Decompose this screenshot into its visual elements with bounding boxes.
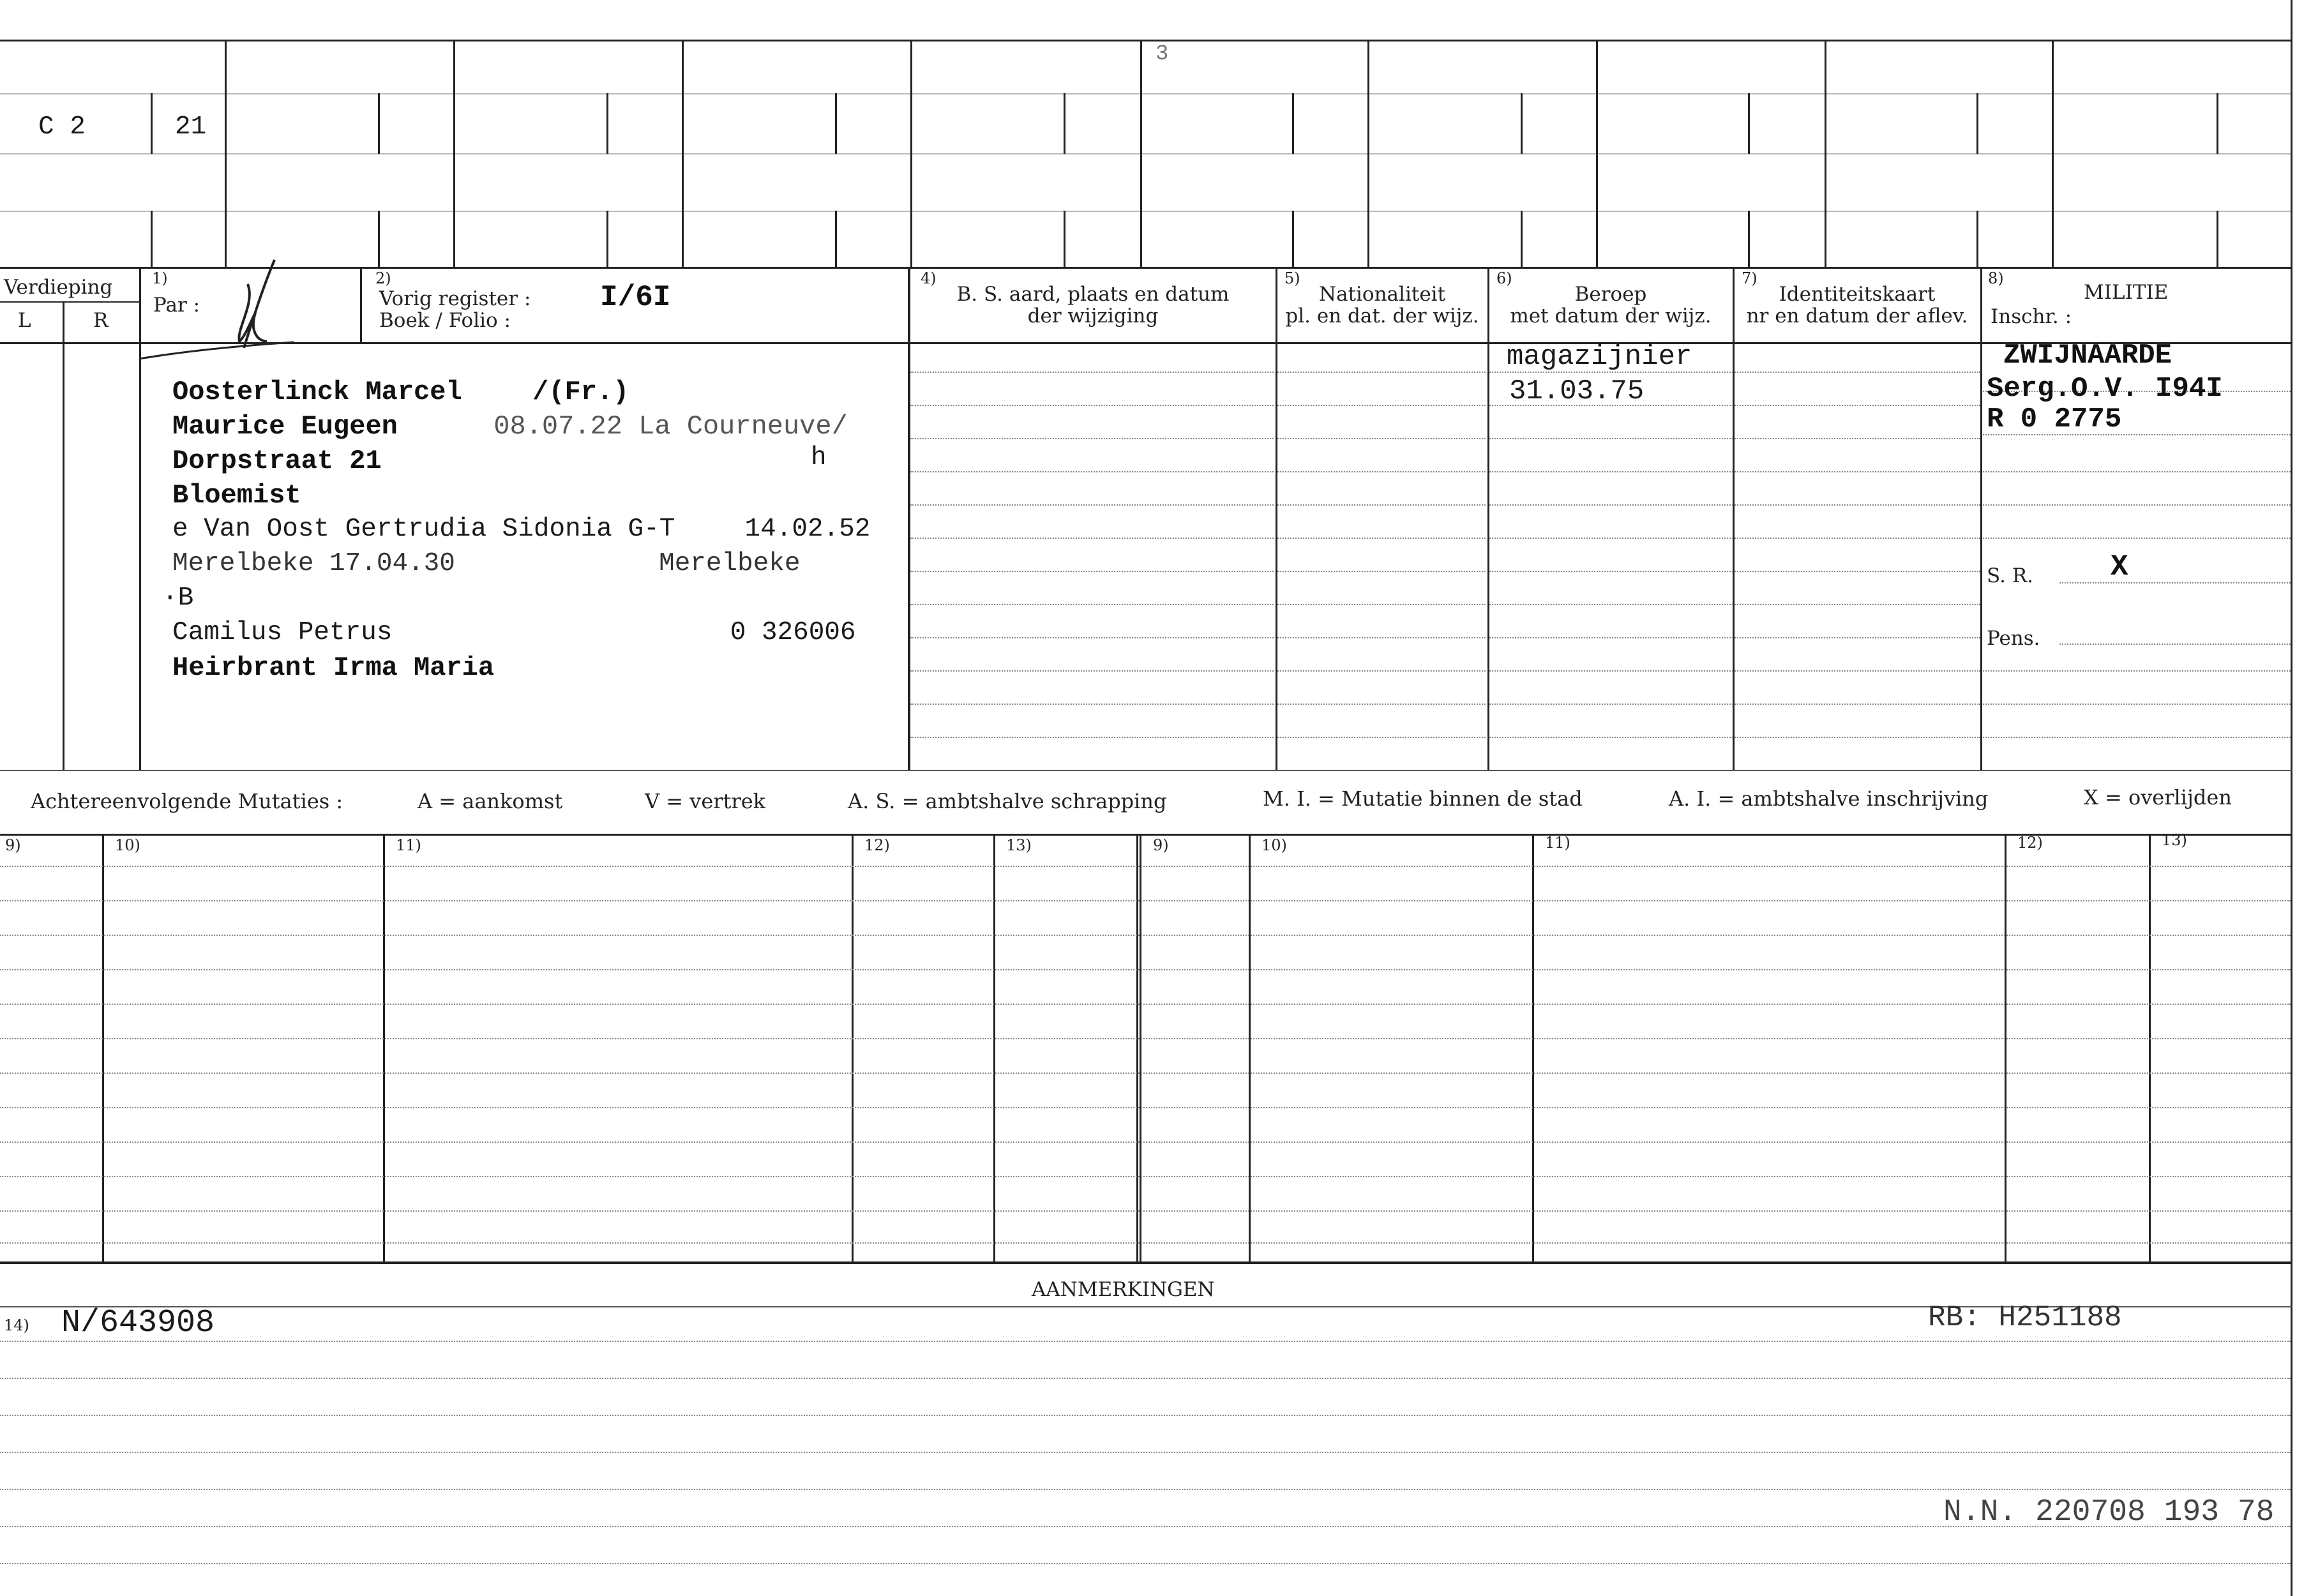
- dotted-line: [0, 1452, 2291, 1453]
- divider: [2217, 211, 2218, 267]
- divider: [0, 211, 2292, 212]
- beroep-number: 6): [1496, 269, 1512, 287]
- divider: [606, 93, 608, 154]
- verdieping-label: Verdieping: [4, 276, 113, 299]
- divider: [102, 834, 104, 1263]
- record-line-5: [172, 515, 870, 544]
- militie-number-value: R 0 2775: [1987, 403, 2122, 435]
- divider: [0, 301, 139, 303]
- divider: [993, 834, 995, 1263]
- divider: [383, 834, 385, 1263]
- aanmerkingen-title: AANMERKINGEN: [1032, 1278, 1215, 1301]
- dotted-line: [0, 1242, 2291, 1244]
- dotted-line: [910, 737, 1980, 738]
- bs-header-line2: der wijziging: [1027, 305, 1159, 327]
- vorig-register-value: I/6I: [600, 281, 671, 314]
- dotted-line: [910, 571, 1980, 572]
- nationality-code: B: [177, 583, 194, 613]
- militie-title: MILITIE: [2084, 281, 2169, 304]
- divider: [63, 301, 64, 771]
- dotted-line: [910, 405, 1980, 406]
- code-cell: C 2: [38, 112, 86, 142]
- divider: [2291, 0, 2292, 1596]
- divider: [2217, 93, 2218, 154]
- id-header-line2: nr en datum der aflev.: [1746, 305, 1968, 327]
- divider: [0, 770, 2292, 771]
- spouse-place: Merelbeke: [659, 549, 801, 578]
- nn-number: N.N. 220708 193 78: [1943, 1495, 2275, 1530]
- divider: [1064, 211, 1065, 267]
- dotted-line: [0, 1341, 2291, 1342]
- head-of-household-mark: h: [811, 443, 827, 472]
- divider: [1292, 93, 1294, 154]
- militie-rank: Serg.O.V. I94I: [1987, 373, 2223, 405]
- address: Dorpstraat 21: [172, 446, 382, 476]
- number-cell: 21: [175, 112, 207, 142]
- divider: [1136, 834, 1141, 1263]
- dotted-line: [1983, 538, 2291, 539]
- dotted-line: [0, 1073, 2291, 1074]
- divider: [225, 40, 227, 267]
- spouse: e Van Oost Gertrudia Sidonia G-T: [172, 515, 675, 544]
- divider: [378, 211, 380, 267]
- bs-header-line1: B. S. aard, plaats en datum: [956, 283, 1230, 306]
- vorig-register-label: Vorig register :: [379, 287, 531, 310]
- bs-header: [914, 283, 1272, 327]
- dotted-line: [1983, 504, 2291, 506]
- dotted-line: [0, 1378, 2291, 1379]
- divider: [453, 40, 455, 267]
- divider: [1249, 834, 1251, 1263]
- col-number: 10): [1261, 836, 1287, 854]
- id-header-line1: Identiteitskaart: [1779, 283, 1936, 306]
- divider: [1748, 211, 1750, 267]
- divider: [0, 93, 2292, 94]
- divider: [0, 1261, 2292, 1264]
- legend-aankomst: A = aankomst: [418, 789, 563, 813]
- col-number: 9): [5, 836, 21, 854]
- underline-stroke: [134, 338, 300, 364]
- record-line-6: [172, 549, 801, 578]
- divider: [378, 93, 380, 154]
- divider: [910, 40, 912, 267]
- col-number: 11): [396, 836, 421, 854]
- divider: [2052, 40, 2054, 267]
- divider: [2149, 834, 2151, 1263]
- dotted-line: [910, 372, 1980, 373]
- divider: [0, 342, 2292, 344]
- divider: [151, 93, 153, 154]
- surname: Oosterlinck Marcel: [172, 377, 462, 407]
- divider: [835, 93, 837, 154]
- divider: [1064, 93, 1065, 154]
- divider: [0, 153, 2292, 154]
- col-number: 10): [115, 836, 140, 854]
- divider: [151, 211, 153, 267]
- beroep-value: magazijnier: [1507, 341, 1692, 373]
- first-names: Maurice Eugeen: [172, 411, 398, 442]
- divider: [2005, 834, 2006, 1263]
- rb-number: RB: H251188: [1928, 1301, 2122, 1334]
- father: Camilus Petrus: [172, 618, 393, 647]
- spouse-birth: Merelbeke 17.04.30: [172, 549, 455, 578]
- vorig-number: 2): [375, 269, 391, 287]
- bullet: ·: [162, 583, 178, 613]
- divider: [1487, 267, 1489, 771]
- divider: [682, 40, 684, 267]
- beroep-header-line2: met datum der wijz.: [1510, 305, 1712, 327]
- col-number: 13): [1006, 836, 1032, 854]
- dotted-line: [1983, 471, 2291, 472]
- birth-info: 08.07.22 La Courneuve/: [493, 411, 848, 442]
- dotted-line: [0, 1038, 2291, 1039]
- dotted-line: [0, 900, 2291, 901]
- dotted-line: [0, 1141, 2291, 1143]
- dotted-line: [910, 670, 1980, 672]
- dotted-line: [1983, 704, 2291, 705]
- sr-label: S. R.: [1987, 564, 2034, 587]
- aanmerkingen-value: N/643908: [61, 1305, 215, 1341]
- inschr-label: Inschr. :: [1991, 305, 2072, 328]
- divider: [0, 40, 2292, 41]
- id-header: [1735, 283, 1979, 327]
- dotted-line: [910, 538, 1980, 539]
- col-number: 11): [1545, 834, 1570, 852]
- floor-left-label: L: [18, 309, 31, 332]
- dotted-line: [910, 438, 1980, 439]
- dotted-line: [1983, 737, 2291, 738]
- dotted-line: [1983, 670, 2291, 672]
- divider: [1748, 93, 1750, 154]
- record-line-3: [172, 446, 382, 476]
- dotted-line: [910, 704, 1980, 705]
- divider: [1292, 211, 1294, 267]
- dotted-line: [0, 969, 2291, 970]
- divider: [1521, 211, 1523, 267]
- dotted-line: [910, 637, 1980, 638]
- pencil-mark: 3: [1156, 42, 1169, 66]
- boek-folio-label: Boek / Folio :: [379, 309, 511, 332]
- dotted-line: [0, 1107, 2291, 1108]
- bs-number: 4): [921, 269, 937, 287]
- id-number: 7): [1742, 269, 1758, 287]
- dotted-line: [0, 935, 2291, 936]
- dotted-line: [910, 604, 1980, 605]
- divider: [852, 834, 854, 1263]
- id-code: 0 326006: [730, 618, 856, 647]
- dotted-line: [2059, 582, 2291, 583]
- record-line-1: [172, 377, 629, 407]
- militie-place: ZWIJNAARDE: [2003, 340, 2172, 372]
- divider: [835, 211, 837, 267]
- legend-vertrek: V = vertrek: [645, 789, 766, 813]
- nat-header-line1: Nationaliteit: [1318, 283, 1446, 306]
- dotted-line: [0, 1004, 2291, 1005]
- legend-inschrijving: A. I. = ambtshalve inschrijving: [1669, 787, 1989, 811]
- divider: [606, 211, 608, 267]
- dotted-line: [0, 1489, 2291, 1490]
- militie-number: 8): [1988, 269, 2004, 287]
- sr-value: X: [2111, 550, 2128, 583]
- divider: [360, 267, 362, 342]
- record-line-4: Bloemist: [172, 480, 301, 511]
- divider: [1596, 40, 1598, 267]
- divider: [1733, 267, 1735, 771]
- divider: [1276, 267, 1277, 771]
- divider: [1521, 93, 1523, 154]
- beroep-header-line1: Beroep: [1574, 283, 1647, 306]
- nationality-note: /(Fr.): [532, 377, 629, 407]
- col-number: 12): [864, 836, 890, 854]
- dotted-line: [0, 866, 2291, 867]
- par-number: 1): [152, 269, 168, 287]
- dotted-line: [0, 1176, 2291, 1177]
- nat-header: [1278, 283, 1486, 327]
- col-number: 9): [1153, 836, 1169, 854]
- pens-label: Pens.: [1987, 627, 2040, 650]
- divider: [0, 267, 2292, 269]
- col-number: 12): [2017, 834, 2043, 852]
- divider: [0, 834, 2292, 836]
- nat-number: 5): [1284, 269, 1300, 287]
- par-label: Par :: [153, 294, 200, 317]
- col-number: 13): [2162, 831, 2187, 849]
- dotted-line: [0, 1210, 2291, 1212]
- aanmerkingen-number: 14): [4, 1316, 29, 1334]
- mutaties-label: Achtereenvolgende Mutaties :: [31, 789, 343, 813]
- floor-right-label: R: [93, 309, 109, 332]
- divider: [1976, 93, 1978, 154]
- beroep-date: 31.03.75: [1509, 375, 1645, 407]
- dotted-line: [910, 471, 1980, 472]
- dotted-line: [0, 1563, 2291, 1564]
- divider: [1532, 834, 1534, 1263]
- divider: [1367, 40, 1369, 267]
- legend-overlijden: X = overlijden: [2084, 785, 2232, 809]
- record-line-9: Heirbrant Irma Maria: [172, 652, 495, 683]
- marriage-date: 14.02.52: [744, 515, 871, 544]
- legend-schrapping: A. S. = ambtshalve schrapping: [848, 789, 1167, 813]
- divider: [908, 267, 910, 771]
- dotted-line: [0, 1415, 2291, 1416]
- divider: [1140, 40, 1142, 267]
- beroep-header: [1490, 283, 1731, 327]
- record-line-2: [172, 411, 848, 442]
- divider: [1976, 211, 1978, 267]
- record-line-7: [162, 583, 193, 613]
- dotted-line: [910, 504, 1980, 506]
- divider: [1825, 40, 1826, 267]
- record-line-8: [172, 618, 856, 647]
- divider: [1980, 267, 1982, 771]
- dotted-line: [2059, 644, 2291, 645]
- legend-mutatie: M. I. = Mutatie binnen de stad: [1263, 787, 1583, 811]
- nat-header-line2: pl. en dat. der wijz.: [1285, 305, 1479, 327]
